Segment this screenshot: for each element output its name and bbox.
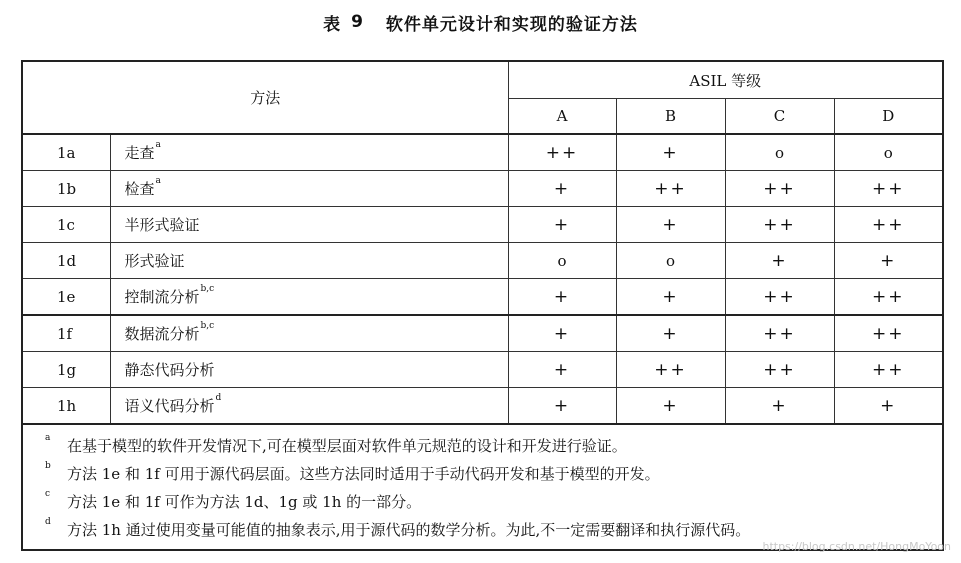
asil-rating: + (662, 395, 679, 416)
asil-rating-cell (508, 352, 616, 388)
asil-rating: ++ (763, 178, 796, 199)
asil-rating-cell (834, 315, 943, 352)
asil-rating: + (771, 395, 788, 416)
method-row (22, 171, 943, 207)
asil-rating-cell (616, 315, 725, 352)
asil-rating-cell (725, 171, 834, 207)
method-id: 1c (22, 207, 110, 243)
footnote-reference: a (155, 176, 161, 186)
asil-rating-cell (834, 134, 943, 171)
footnote (45, 459, 942, 487)
asil-rating: + (880, 250, 897, 271)
asil-rating: ++ (763, 286, 796, 307)
asil-rating: ++ (654, 178, 687, 199)
asil-rating-cell (834, 243, 943, 279)
asil-rating-cell (616, 243, 725, 279)
asil-header: ASIL 等级 (508, 61, 943, 99)
asil-rating-cell (616, 388, 725, 425)
asil-rating: o (557, 251, 567, 270)
method-id: 1d (22, 243, 110, 279)
asil-rating-cell (834, 279, 943, 316)
asil-rating: ++ (545, 142, 579, 163)
asil-rating-cell (508, 243, 616, 279)
asil-rating-cell (616, 352, 725, 388)
footnote-text: 在基于模型的软件开发情况下,可在模型层面对软件单元规范的设计和开发进行验证。 (67, 436, 627, 455)
asil-rating-cell (834, 388, 943, 425)
verification-table-wrapper (21, 60, 942, 551)
asil-rating-cell (616, 279, 725, 316)
method-name: 半形式验证 (124, 216, 200, 234)
asil-rating-cell (508, 279, 616, 316)
footnote-marker: a (45, 433, 51, 443)
table-title-number: 9 (351, 12, 364, 32)
method-id: 1h (22, 388, 110, 425)
asil-level-a: A (508, 99, 616, 135)
asil-rating-cell (616, 207, 725, 243)
asil-rating: ++ (872, 286, 905, 307)
asil-rating-cell (508, 207, 616, 243)
asil-rating-cell (834, 352, 943, 388)
asil-rating: ++ (872, 323, 905, 344)
asil-level-b: B (616, 99, 725, 135)
footnote-reference: d (215, 393, 222, 403)
asil-rating: ++ (763, 359, 796, 380)
asil-rating-cell (616, 134, 725, 171)
method-name-cell (110, 388, 508, 425)
asil-rating-cell (834, 207, 943, 243)
asil-rating-cell (725, 315, 834, 352)
method-row (22, 243, 943, 279)
verification-methods-table (21, 60, 944, 551)
asil-rating: ++ (872, 359, 905, 380)
asil-rating: ++ (872, 178, 905, 199)
method-name: 检查 (124, 180, 155, 198)
asil-rating: + (662, 142, 679, 163)
method-header: 方法 (22, 61, 508, 134)
footnote-marker: c (45, 489, 51, 499)
method-id: 1e (22, 279, 110, 316)
asil-rating: + (553, 286, 571, 307)
asil-rating-cell (616, 171, 725, 207)
method-row (22, 352, 943, 388)
method-name: 数据流分析 (124, 325, 200, 343)
method-id: 1g (22, 352, 110, 388)
method-id: 1a (22, 134, 110, 171)
method-name: 走查 (124, 144, 155, 162)
asil-rating: ++ (872, 214, 905, 235)
method-name-cell (110, 171, 508, 207)
method-row (22, 279, 943, 316)
method-name-cell (110, 207, 508, 243)
asil-rating: + (771, 250, 788, 271)
footnote (45, 487, 942, 515)
method-name: 静态代码分析 (124, 361, 215, 379)
asil-rating-cell (725, 207, 834, 243)
asil-rating: ++ (763, 214, 796, 235)
table-title-text: 软件单元设计和实现的验证方法 (385, 14, 638, 35)
asil-rating: + (553, 178, 571, 199)
footnote-text: 方法 1h 通过使用变量可能值的抽象表示,用于源代码的数学分析。为此,不一定需要翻译和执行源代码。 (67, 520, 751, 539)
method-name-cell (110, 243, 508, 279)
method-row (22, 388, 943, 425)
asil-rating: ++ (654, 359, 687, 380)
method-name-cell (110, 352, 508, 388)
asil-rating: + (662, 214, 679, 235)
asil-rating: o (883, 143, 893, 162)
asil-rating-cell (725, 388, 834, 425)
method-name-cell (110, 134, 508, 171)
asil-rating-cell (725, 243, 834, 279)
method-name: 控制流分析 (124, 288, 200, 306)
footnote-reference: b,c (200, 284, 215, 294)
table-title (0, 8, 961, 36)
method-row (22, 134, 943, 171)
asil-rating: + (662, 286, 679, 307)
method-name: 形式验证 (124, 252, 185, 270)
asil-rating-cell (508, 171, 616, 207)
method-name: 语义代码分析 (124, 397, 215, 415)
asil-rating-cell (725, 279, 834, 316)
asil-rating: + (880, 395, 897, 416)
method-row (22, 315, 943, 352)
method-name-cell (110, 279, 508, 316)
table-title-prefix: 表 (323, 14, 342, 35)
method-id: 1f (22, 315, 110, 352)
footnote-text: 方法 1e 和 1f 可用于源代码层面。这些方法同时适用于手动代码开发和基于模型的开发。 (67, 464, 660, 483)
footnote-marker: d (45, 517, 51, 527)
footnotes (22, 424, 943, 550)
asil-rating-cell (725, 352, 834, 388)
footnote (45, 431, 942, 459)
footnote (45, 515, 942, 543)
asil-rating: ++ (763, 323, 796, 344)
asil-rating-cell (725, 134, 834, 171)
asil-level-c: C (725, 99, 834, 135)
method-rows (22, 134, 943, 424)
asil-rating: + (662, 323, 679, 344)
asil-rating-cell (508, 134, 616, 171)
asil-rating-cell (508, 315, 616, 352)
asil-rating: + (553, 323, 571, 344)
footnote-reference: a (155, 140, 161, 150)
asil-rating: + (553, 359, 571, 380)
footnote-reference: b,c (200, 321, 215, 331)
footnote-text: 方法 1e 和 1f 可作为方法 1d、1g 或 1h 的一部分。 (67, 492, 422, 511)
method-id: 1b (22, 171, 110, 207)
footnote-marker: b (45, 461, 51, 471)
method-name-cell (110, 315, 508, 352)
asil-rating: + (553, 214, 571, 235)
asil-rating-cell (508, 388, 616, 425)
asil-level-d: D (834, 99, 943, 135)
method-row (22, 207, 943, 243)
asil-rating: o (666, 251, 676, 270)
asil-rating: o (775, 143, 785, 162)
watermark: https://blog.csdn.net/HongMoYoon (762, 540, 951, 553)
asil-rating-cell (834, 171, 943, 207)
asil-rating: + (553, 395, 571, 416)
